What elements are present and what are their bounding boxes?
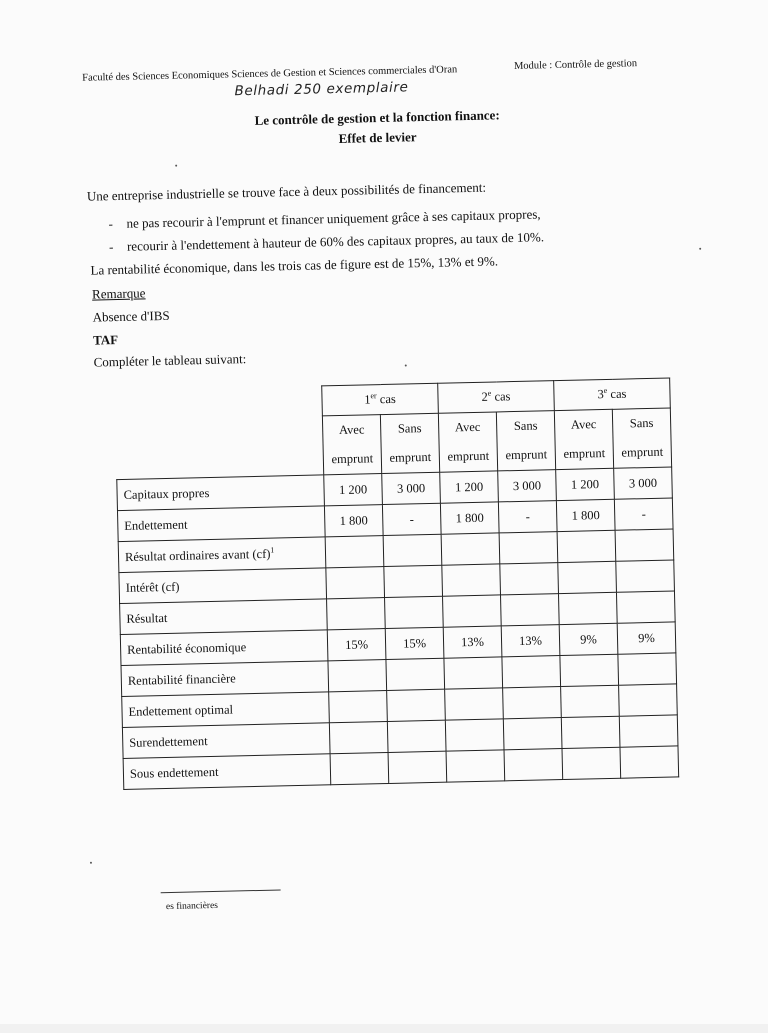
intro-paragraph: Une entreprise industrielle se trouve face à deux possibilités de financement: — [86, 179, 487, 204]
case-3-number: 3 — [597, 387, 604, 402]
handwritten-note: Belhadi 250 exemplaire — [234, 79, 409, 100]
scan-speck — [405, 364, 407, 366]
row-label — [123, 754, 331, 790]
case-3-avec-header: Avec emprunt — [554, 409, 613, 469]
table-cell: 1 800 — [324, 505, 383, 537]
table-cell — [560, 654, 619, 686]
case-2-sans-header: Sans emprunt — [496, 411, 555, 471]
table-cell — [384, 565, 443, 597]
table-cell — [385, 596, 444, 628]
table-cell — [615, 529, 674, 561]
table-cell — [558, 592, 617, 624]
table-cell — [329, 691, 388, 723]
table-cell: 3 000 — [614, 467, 673, 499]
table-cell: - — [382, 503, 441, 535]
table-cell: 1 800 — [556, 499, 615, 531]
table-cell: 9% — [559, 623, 618, 655]
table-cell: 9% — [617, 622, 676, 654]
table-cell — [329, 722, 388, 754]
table-cell — [619, 684, 678, 716]
bullet-mark-1: - — [108, 216, 113, 232]
table-cell: 13% — [443, 626, 502, 658]
table-cell — [442, 564, 501, 596]
row-label-text: Capitaux propres — [123, 485, 210, 502]
absence-ibs-text: Absence d'IBS — [92, 307, 170, 325]
table-cell — [441, 533, 500, 565]
table-cell — [446, 750, 505, 782]
table-cell: 13% — [501, 625, 560, 657]
scan-speck — [699, 248, 701, 250]
table-cell — [620, 746, 679, 778]
case-1-word: cas — [376, 392, 396, 407]
table-cell: 1 200 — [324, 474, 383, 506]
module-header: Module : Contrôle de gestion — [513, 58, 638, 72]
row-label — [122, 692, 330, 728]
table-cell — [330, 752, 389, 784]
document-title: Le contrôle de gestion et la fonction finance: — [254, 107, 500, 128]
table-cell — [383, 534, 442, 566]
table-cell — [327, 598, 386, 630]
row-label-text: Rentabilité financière — [127, 670, 236, 688]
remarque-heading: Remarque — [91, 285, 146, 302]
faculty-header: Faculté des Sciences Economiques Sciences de Gestion et Sciences commerciales d'Oran — [82, 64, 458, 84]
table-cell — [500, 563, 559, 595]
table-cell — [561, 716, 620, 748]
table-cell — [618, 653, 677, 685]
table-cell — [502, 656, 561, 688]
case-1-number: 1 — [364, 392, 371, 408]
table-cell: 15% — [327, 629, 386, 661]
table-cell — [504, 749, 563, 781]
table-cell — [558, 561, 617, 593]
table-cell — [503, 687, 562, 719]
table-cell — [328, 660, 387, 692]
table-cell — [500, 594, 559, 626]
table-cell — [325, 536, 384, 568]
case-2-word: cas — [491, 389, 511, 405]
case-1-sans-header: Sans emprunt — [380, 413, 439, 473]
scan-speck — [175, 165, 177, 167]
row-label-text: Résultat ordinaires avant (cf) — [124, 546, 271, 564]
row-label-text: Endettement optimal — [128, 702, 234, 719]
row-label — [121, 661, 329, 697]
table-cell — [557, 530, 616, 562]
case-1-header — [322, 383, 439, 416]
footnote-divider — [161, 889, 281, 893]
bullet-item-2: recourir à l'endettement à hauteur de 60% des capitaux propres, au taux de 10%. — [126, 229, 545, 254]
row-label-text: Surendettement — [129, 733, 208, 750]
table-cell — [444, 657, 503, 689]
table-cell — [388, 751, 447, 783]
scan-speck — [90, 862, 92, 864]
table-cell — [619, 715, 678, 747]
row-label-text: Endettement — [124, 516, 188, 533]
case-3-word: cas — [607, 387, 627, 402]
row-label — [119, 568, 327, 604]
table-cell — [387, 689, 446, 721]
footnote-text: es financières — [165, 900, 219, 913]
table-cell — [443, 595, 502, 627]
taf-heading: TAF — [92, 332, 119, 348]
table-corner-blank — [115, 386, 323, 421]
rentabilite-paragraph: La rentabilité économique, dans les trois cas de figure est de 15%, 13% et 9%. — [90, 253, 499, 278]
bullet-mark-2: - — [108, 239, 114, 255]
instruction-text: Compléter le tableau suivant: — [93, 351, 247, 370]
table-cell: 3 000 — [382, 472, 441, 504]
table-cell — [562, 747, 621, 779]
footnote-marker: 1 — [270, 545, 275, 555]
case-1-suffix: er — [370, 391, 377, 401]
table-cell — [387, 720, 446, 752]
table-cell: 1 200 — [556, 468, 615, 500]
table-body — [117, 467, 679, 790]
case-1-avec-header: Avec emprunt — [322, 415, 381, 475]
case-3-sans-header: Sans emprunt — [612, 408, 671, 468]
case-3-header — [554, 378, 671, 411]
table-cell — [616, 591, 675, 623]
row-label-text: Rentabilité économique — [126, 639, 247, 657]
table-corner-blank-2 — [115, 416, 323, 480]
case-2-header — [438, 381, 555, 414]
table-cell — [503, 718, 562, 750]
table-cell: 15% — [385, 627, 444, 659]
row-label — [122, 723, 330, 759]
table-cell — [445, 719, 504, 751]
row-label-text: Intérêt (cf) — [125, 579, 180, 595]
row-label — [118, 537, 326, 573]
table-cell: 3 000 — [498, 470, 557, 502]
case-3-suffix: e — [603, 386, 608, 396]
table-cell: - — [498, 501, 557, 533]
financing-table — [114, 377, 679, 790]
document-subtitle: Effet de levier — [338, 129, 417, 146]
row-label-text: Sous endettement — [129, 764, 219, 781]
case-2-number: 2 — [481, 390, 488, 405]
table-cell — [561, 685, 620, 717]
row-label — [120, 630, 328, 666]
table-cell — [445, 688, 504, 720]
table-cell — [326, 567, 385, 599]
table-cell — [499, 532, 558, 564]
table-cell — [386, 658, 445, 690]
case-2-avec-header: Avec emprunt — [438, 412, 497, 472]
row-label-text: Résultat — [126, 610, 168, 626]
table-cell: - — [614, 498, 673, 530]
table-cell: 1 800 — [440, 502, 499, 534]
row-label — [120, 599, 328, 635]
table-cell — [616, 560, 675, 592]
row-label — [117, 475, 325, 511]
table-cell: 1 200 — [440, 471, 499, 503]
bullet-item-1: ne pas recourir à l'emprunt et financer uniquement grâce à ses capitaux propres, — [126, 206, 541, 231]
case-2-suffix: e — [487, 388, 492, 399]
row-label — [117, 506, 325, 542]
